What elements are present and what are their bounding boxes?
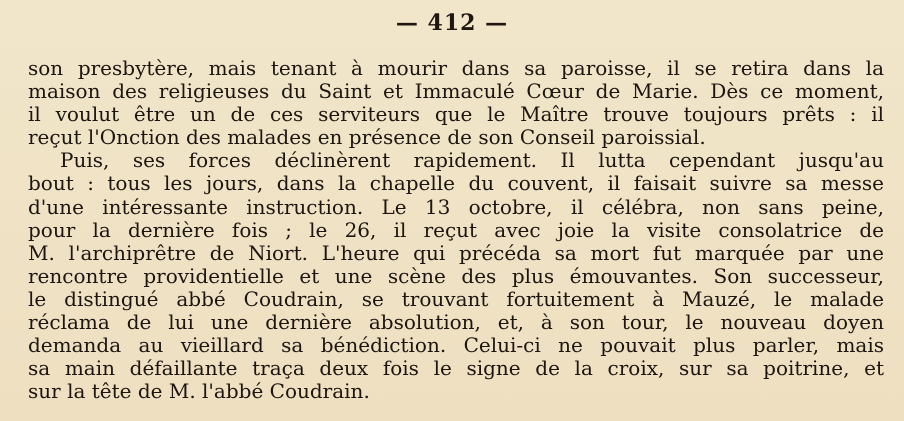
text-line: réclama de lui une dernière absolution, et, à son tour, le nouveau doyen: [28, 310, 884, 335]
text-line: il voulut être un de ces serviteurs que le Maître trouve toujours prêts : il: [28, 102, 884, 127]
text-line: le distingué abbé Coudrain, se trouvant fortuitement à Mauzé, le malade: [28, 286, 884, 311]
text-line: M. l'archiprêtre de Niort. L'heure qui précéda sa mort fut marquée par une: [28, 240, 884, 265]
text-line: d'une intéressante instruction. Le 13 octobre, il célébra, non sans peine,: [28, 194, 884, 219]
text-line: maison des religieuses du Saint et Immaculé Cœur de Marie. Dès ce moment,: [28, 79, 884, 104]
text-line: rencontre providentielle et une scène des plus émouvantes. Son successeur,: [28, 263, 884, 288]
text-line: sa main défaillante traça deux fois le signe de la croix, sur sa poitrine, et: [28, 356, 884, 381]
text-line: pour la dernière fois ; le 26, il reçut avec joie la visite consolatrice de: [28, 217, 884, 242]
text-line: sur la tête de M. l'abbé Coudrain.: [28, 379, 370, 404]
body-text: [28, 57, 884, 403]
text-line: bout : tous les jours, dans la chapelle du couvent, il faisait suivre sa messe: [28, 171, 884, 196]
text-line: son presbytère, mais tenant à mourir dans sa paroisse, il se retira dans la: [28, 56, 884, 80]
text-line: demanda au vieillard sa bénédiction. Celui-ci ne pouvait plus parler, mais: [28, 333, 884, 358]
text-line: reçut l'Onction des malades en présence de son Conseil paroissial.: [28, 125, 706, 150]
page-number: — 412 —: [395, 10, 509, 36]
paragraph-first-line: Puis, ses forces déclinèrent rapidement. Il lutta cependant jusqu'au: [60, 148, 884, 173]
